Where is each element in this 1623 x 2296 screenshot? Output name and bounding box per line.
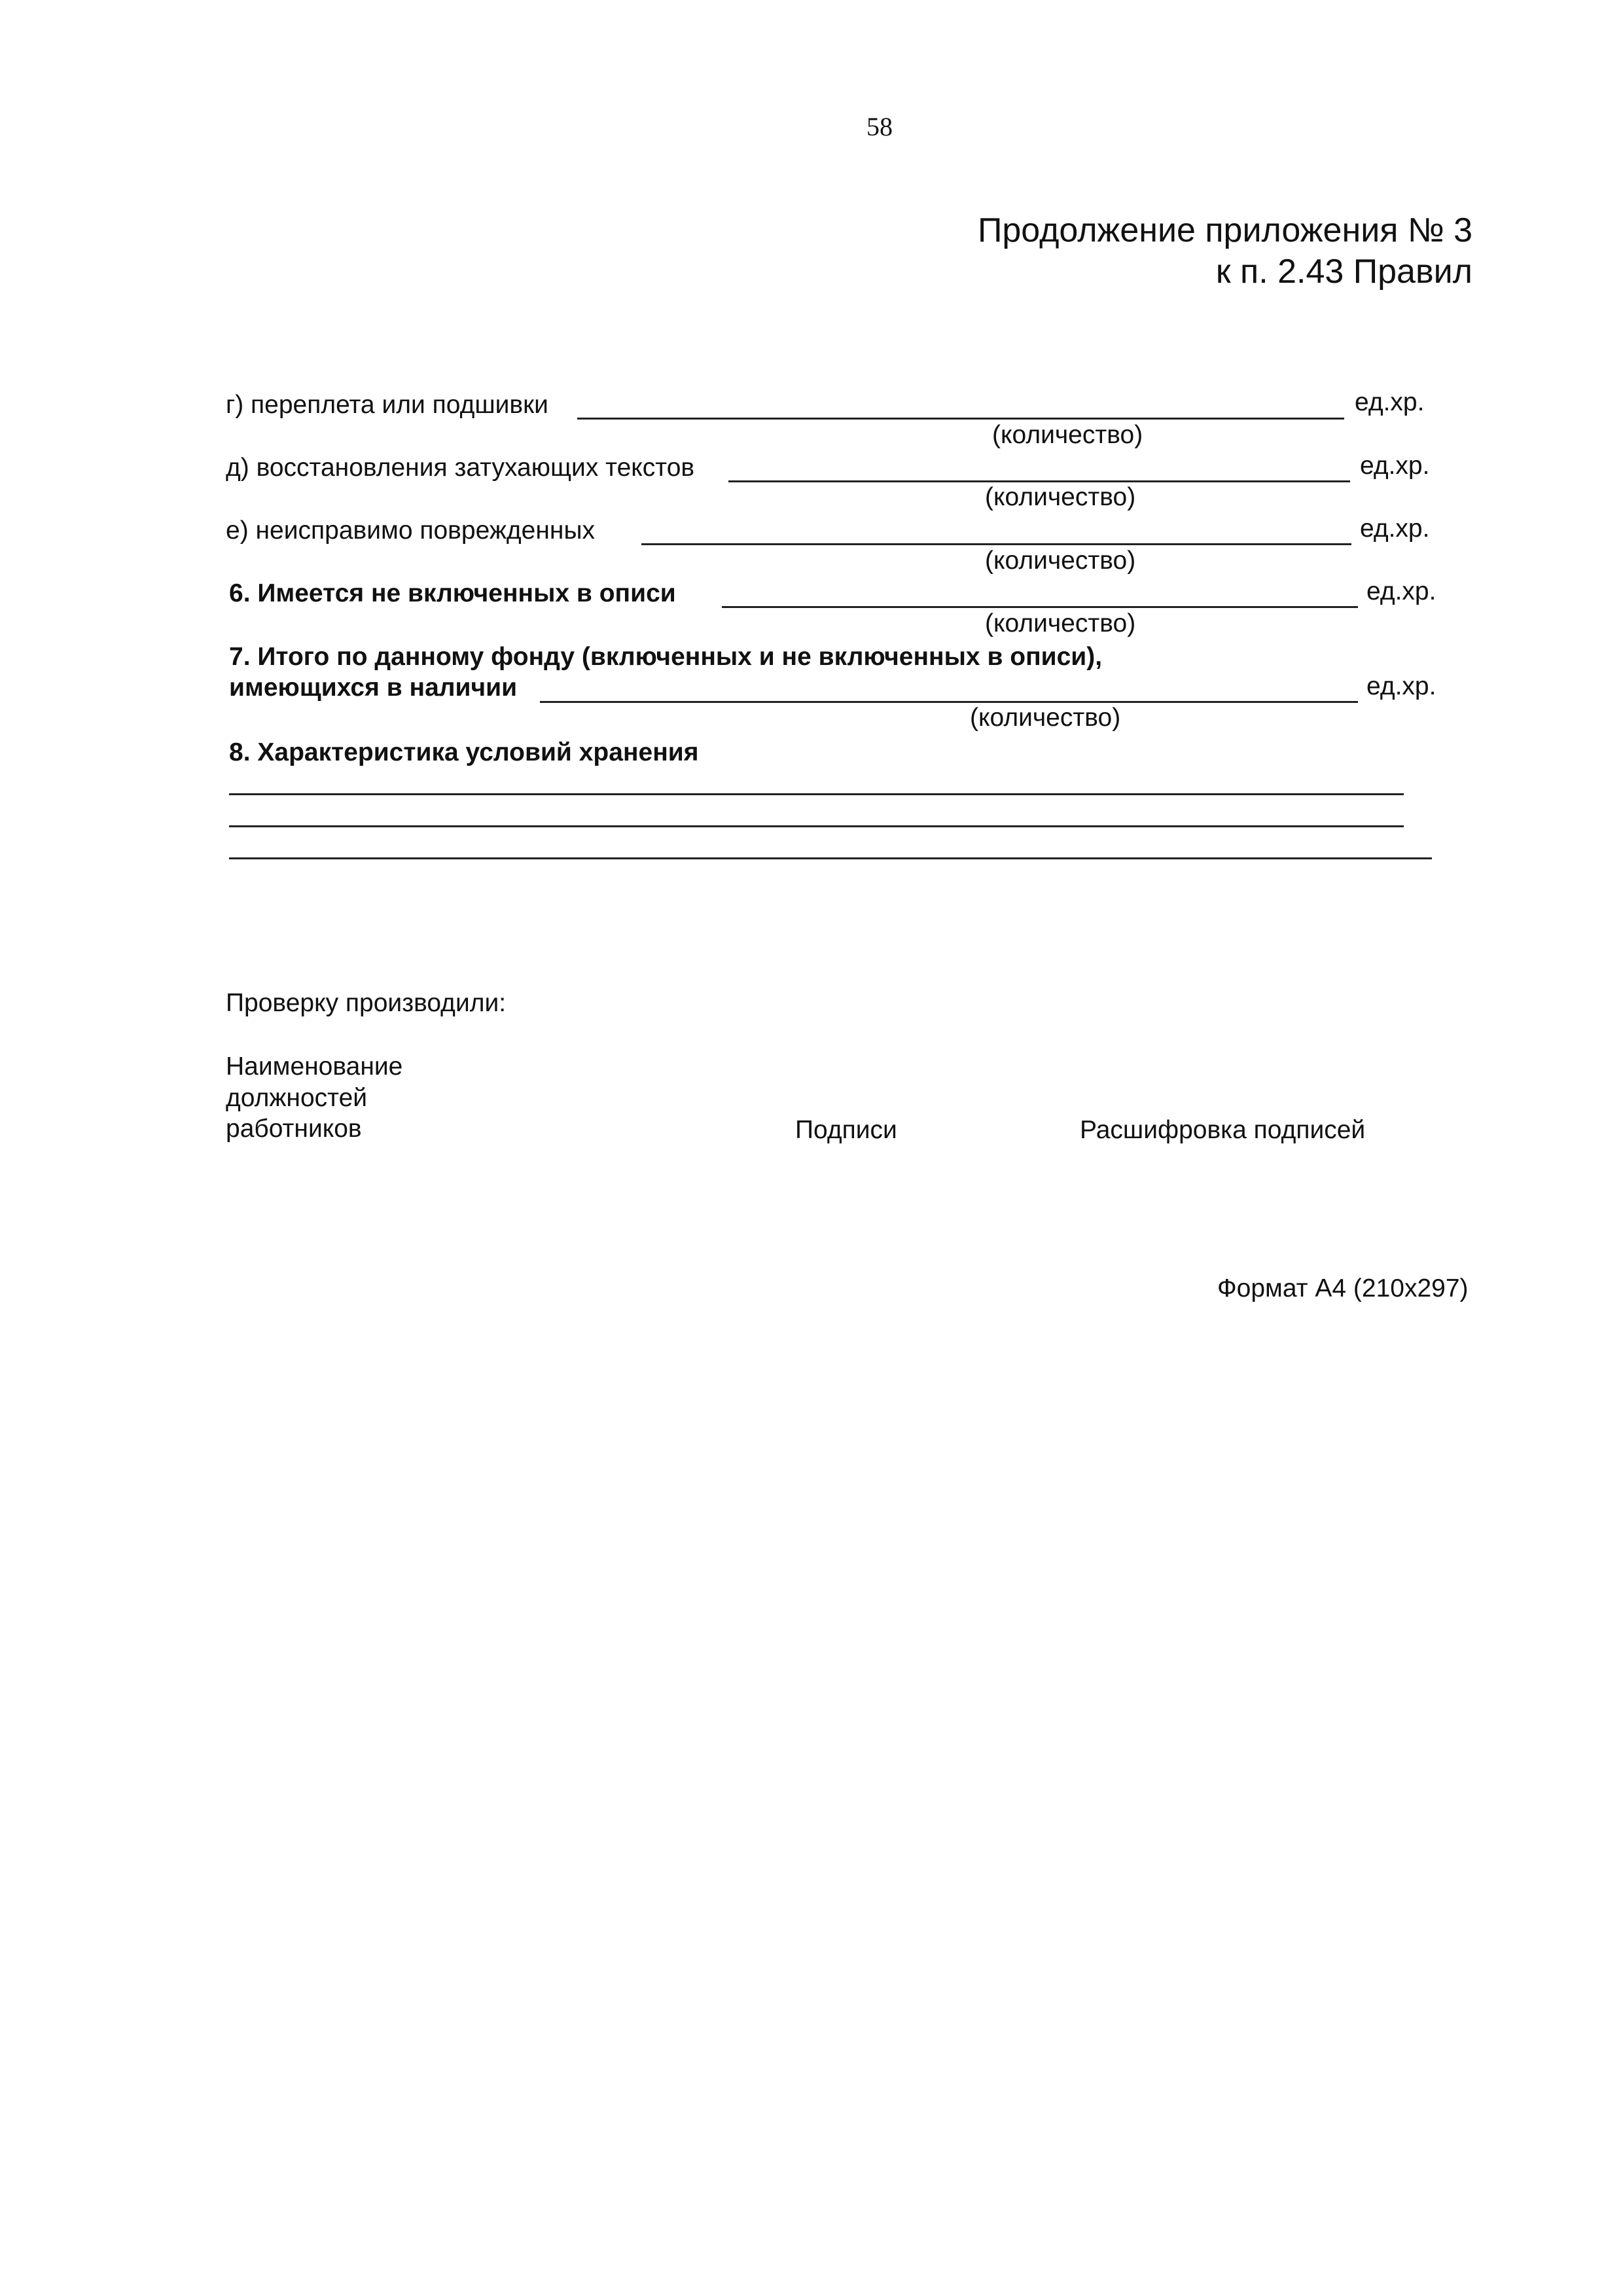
total-unit: ед.хр. [1366,672,1436,700]
item-unit-g: ед.хр. [1355,388,1425,416]
item-hint-e: (количество) [985,547,1136,575]
total-hint: (количество) [970,704,1121,732]
item-fill-line-g[interactable] [577,418,1344,420]
storage-line-3[interactable] [229,857,1432,859]
total-label-line1: 7. Итого по данному фонду (включенных и не включенных в описи), [229,643,1103,671]
item-hint-g: (количество) [992,421,1143,449]
item-unit-d: ед.хр. [1360,452,1430,480]
format-note: Формат А4 (210x297) [1217,1274,1469,1302]
check-title: Проверку производили: [226,989,507,1017]
item-label-g: г) переплета или подшивки [226,391,548,419]
item-fill-line-6[interactable] [722,606,1358,608]
item-unit-e: ед.хр. [1360,514,1430,543]
appendix-header-line2: к п. 2.43 Правил [1215,253,1472,291]
item-fill-line-e[interactable] [641,543,1351,545]
storage-title: 8. Характеристика условий хранения [229,738,699,766]
item-hint-6: (количество) [985,609,1136,637]
appendix-header-line1: Продолжение приложения № 3 [978,211,1472,249]
col-positions-line1: Наименование [226,1052,403,1081]
item-label-e: е) неисправимо поврежденных [226,516,595,545]
page-number: 58 [866,112,893,141]
item-label-d: д) восстановления затухающих текстов [226,454,695,482]
col-decoding: Расшифровка подписей [1080,1116,1366,1144]
col-positions-line2: должностей [226,1084,368,1112]
item-label-6: 6. Имеется не включенных в описи [229,579,676,607]
total-fill-line[interactable] [540,701,1358,703]
storage-line-1[interactable] [229,793,1404,795]
item-unit-6: ед.хр. [1366,577,1436,605]
col-positions-line3: работников [226,1115,362,1143]
col-signatures: Подписи [795,1116,897,1144]
item-fill-line-d[interactable] [728,480,1350,482]
item-hint-d: (количество) [985,483,1136,511]
total-label-line2: имеющихся в наличии [229,673,518,702]
storage-line-2[interactable] [229,825,1404,827]
